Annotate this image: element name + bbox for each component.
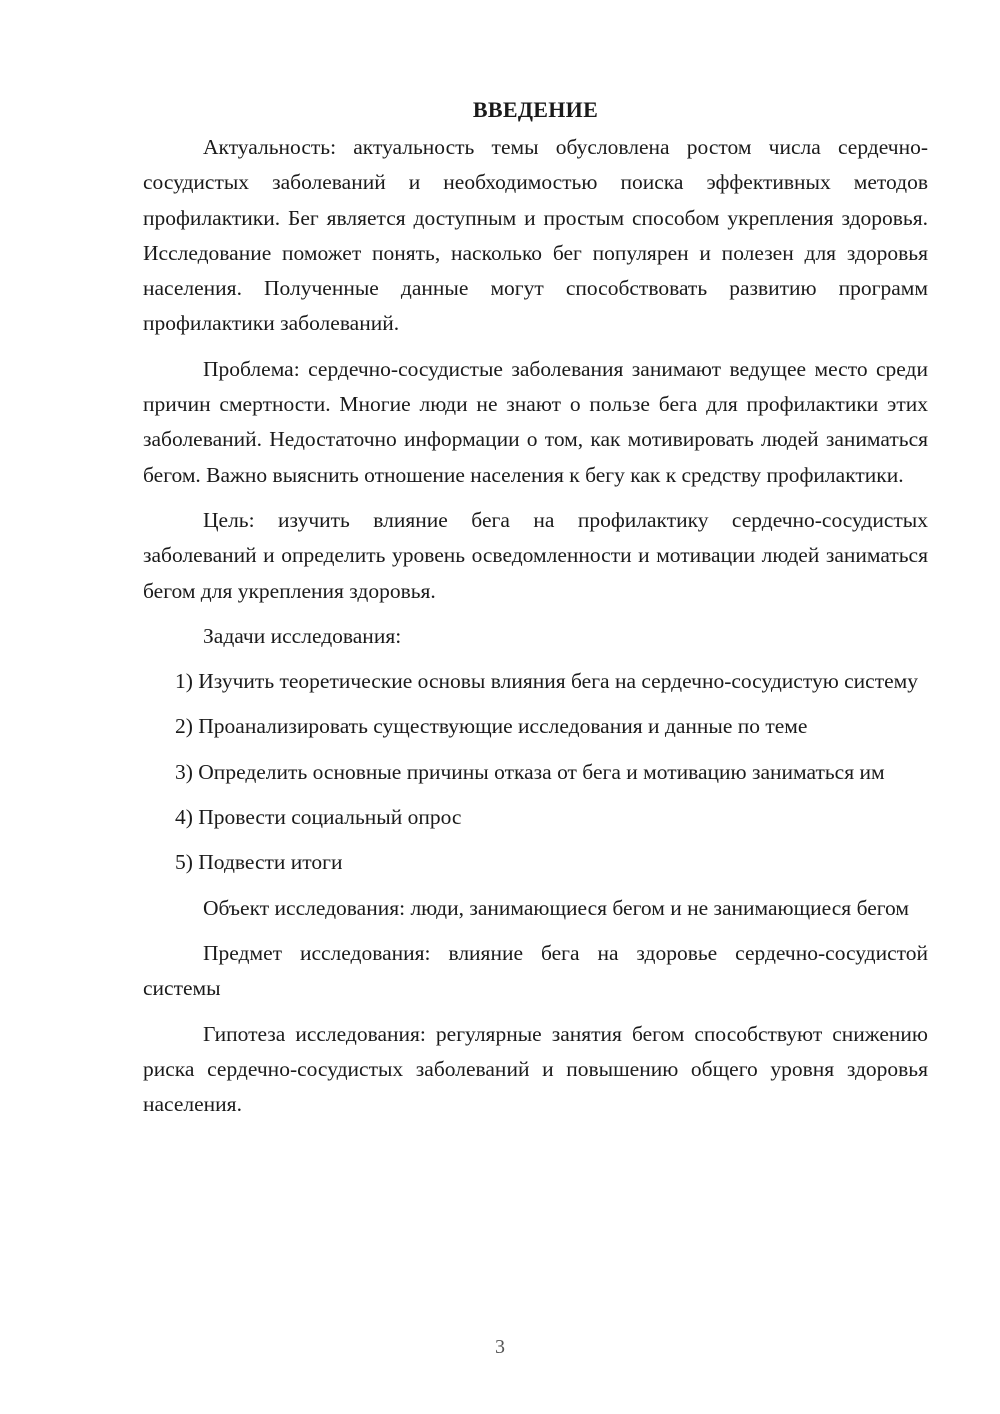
task-item-5: 5) Подвести итоги bbox=[175, 850, 343, 875]
task-item-1: 1) Изучить теоретические основы влияния бега на сердечно-сосудистую систему bbox=[175, 669, 919, 694]
hypothesis-paragraph: Гипотеза исследования: регулярные занятия бегом способствуют снижению риска сердечно-сосудистых заболеваний и повышению общего уровня здоровья населения. bbox=[143, 1021, 928, 1117]
relevance-paragraph: Актуальность: актуальность темы обусловлена ростом числа сердечно-сосудистых заболеваний и необходимостью поиска эффективных методов профилактики. Бег является доступным и простым способом укрепления здоровья. Исследование поможет понять, насколько бег популярен и полезен для здоровья населения. Полученные данные могут способствовать развитию программ профилактики заболеваний. bbox=[143, 135, 928, 336]
tasks-heading: Задачи исследования: bbox=[203, 623, 402, 648]
page-number: 3 bbox=[495, 1336, 505, 1358]
goal-paragraph: Цель: изучить влияние бега на профилактику сердечно-сосудистых заболеваний и определить уровень осведомленности и мотивации людей заниматься бегом для укрепления здоровья. bbox=[143, 507, 928, 603]
object-paragraph: Объект исследования: люди, занимающиеся бегом и не занимающиеся бегом bbox=[203, 895, 909, 920]
task-item-3: 3) Определить основные причины отказа от бега и мотивацию заниматься им bbox=[175, 759, 885, 784]
task-item-4: 4) Провести социальный опрос bbox=[175, 805, 462, 830]
page-title: ВВЕДЕНИЕ bbox=[472, 97, 599, 122]
task-item-2: 2) Проанализировать существующие исследования и данные по теме bbox=[175, 714, 808, 739]
subject-paragraph: Предмет исследования: влияние бега на здоровье сердечно-сосудистой системы bbox=[143, 940, 928, 1001]
problem-paragraph: Проблема: сердечно-сосудистые заболевания занимают ведущее место среди причин смертности. Многие люди не знают о пользе бега для профилактики этих заболеваний. Недостаточно информации о том, как мотивировать людей заниматься бегом. Важно выяснить отношение населения к бегу как к средству профилактики. bbox=[143, 356, 928, 487]
document-page bbox=[143, 96, 928, 1132]
